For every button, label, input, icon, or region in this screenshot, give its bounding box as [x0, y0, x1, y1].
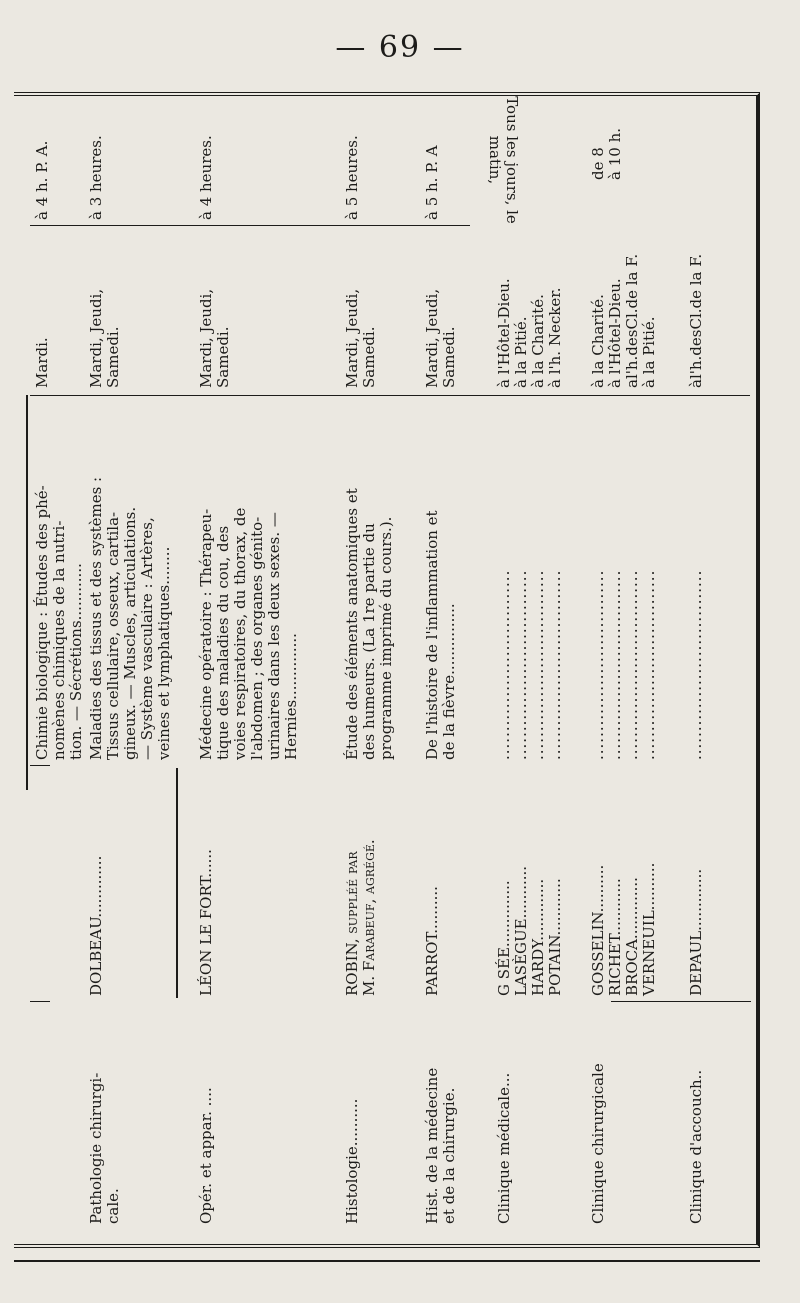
course-days: Mardi, Jeudi, Samedi.: [87, 288, 122, 388]
course-name: Clinique chirurgicale: [589, 1063, 607, 1224]
course-subject: De l'histoire de l'inflammation et de la fièvre...............: [423, 510, 458, 760]
professor-name: ROBIN, suppléé par M. Farabeuf, agrégé.: [343, 839, 378, 996]
column-divider: [30, 395, 750, 396]
course-subject: Maladies des tissus et des systèmes : Tissus cellulaire, osseux, cartila- gineux. — Muscles, articulations. — Système vasculaire : Artères, veines et lymphatiques........: [87, 476, 173, 760]
professor-name: G SÉE.............. LASÈGUE........... HARDY............. POTAIN............: [495, 865, 564, 996]
course-subject: Médecine opératoire : Thérapeu- tique des maladies du cou, des voies respiratoires, du thorax, de l'abdomen ; des organes génito- urinaires dans les deux sexes. — Hernies..............: [197, 507, 300, 760]
section-rule: [176, 768, 178, 998]
course-subject: Étude des éléments anatomiques et des humeurs. (La 1re partie du programme imprimé du cours.).: [343, 488, 395, 760]
professor-name: GOSSELIN.......... RICHET............ BROCA............. VERNEUIL..........: [589, 862, 658, 996]
course-days: Mardi, Jeudi, Samedi.: [197, 288, 232, 388]
page-number: — 69 —: [335, 30, 465, 65]
course-name: Pathologie chirurgi- cale.: [87, 1072, 122, 1224]
course-name: Hist. de la médecine et de la chirurgie.: [423, 1067, 458, 1224]
course-days: Mardi.: [33, 337, 51, 388]
professor-name: DEPAUL.............: [687, 868, 705, 996]
course-time: de 8 à 10 h.: [589, 128, 624, 180]
course-schedule-table: [26, 96, 751, 1230]
course-subject: Chimie biologique : Études des phé- nomènes chimiques de la nutri- tion. — Sécrétions............: [33, 485, 85, 760]
course-name: Opér. et appar. ....: [197, 1087, 215, 1224]
course-location: à la Charité. à l'Hôtel-Dieu. al'h.desCl.de la F. à la Pitié.: [589, 253, 658, 388]
column-divider: [30, 1001, 50, 1002]
course-location: à l'Hôtel-Dieu. à la Pitié. à la Charité. à l'h. Necker.: [495, 278, 564, 388]
course-subject: ................................. ................................. ................................. .................................: [589, 569, 658, 760]
column-divider: [30, 765, 50, 766]
course-name: Clinique d'accouch..: [687, 1069, 705, 1224]
bottom-rule: [14, 1260, 760, 1262]
column-divider: [611, 1001, 751, 1002]
course-time: à 4 h. P. A.: [33, 140, 51, 220]
course-days: Mardi, Jeudi, Samedi.: [423, 288, 458, 388]
course-time: à 3 heures.: [87, 135, 105, 220]
course-time: à 5 heures.: [343, 135, 361, 220]
professor-name: PARROT..........: [423, 886, 441, 996]
professor-name: LÉON LE FORT......: [197, 849, 215, 996]
course-location: àl'h.desCl.de la F.: [687, 253, 705, 388]
course-subject: .................................: [687, 569, 705, 760]
course-time: à 5 h. P. A: [423, 145, 441, 220]
course-name: Clinique médicale...: [495, 1072, 513, 1224]
course-subject: ................................. ................................. ................................. .................................: [495, 569, 564, 760]
section-rule: [26, 395, 28, 790]
course-name: Histologie..........: [343, 1098, 361, 1224]
course-time: Tous les jours, le matin,: [486, 96, 521, 224]
professor-name: DOLBEAU.............: [87, 855, 105, 996]
course-days: Mardi, Jeudi, Samedi.: [343, 288, 378, 388]
course-time: à 4 heures.: [197, 135, 215, 220]
